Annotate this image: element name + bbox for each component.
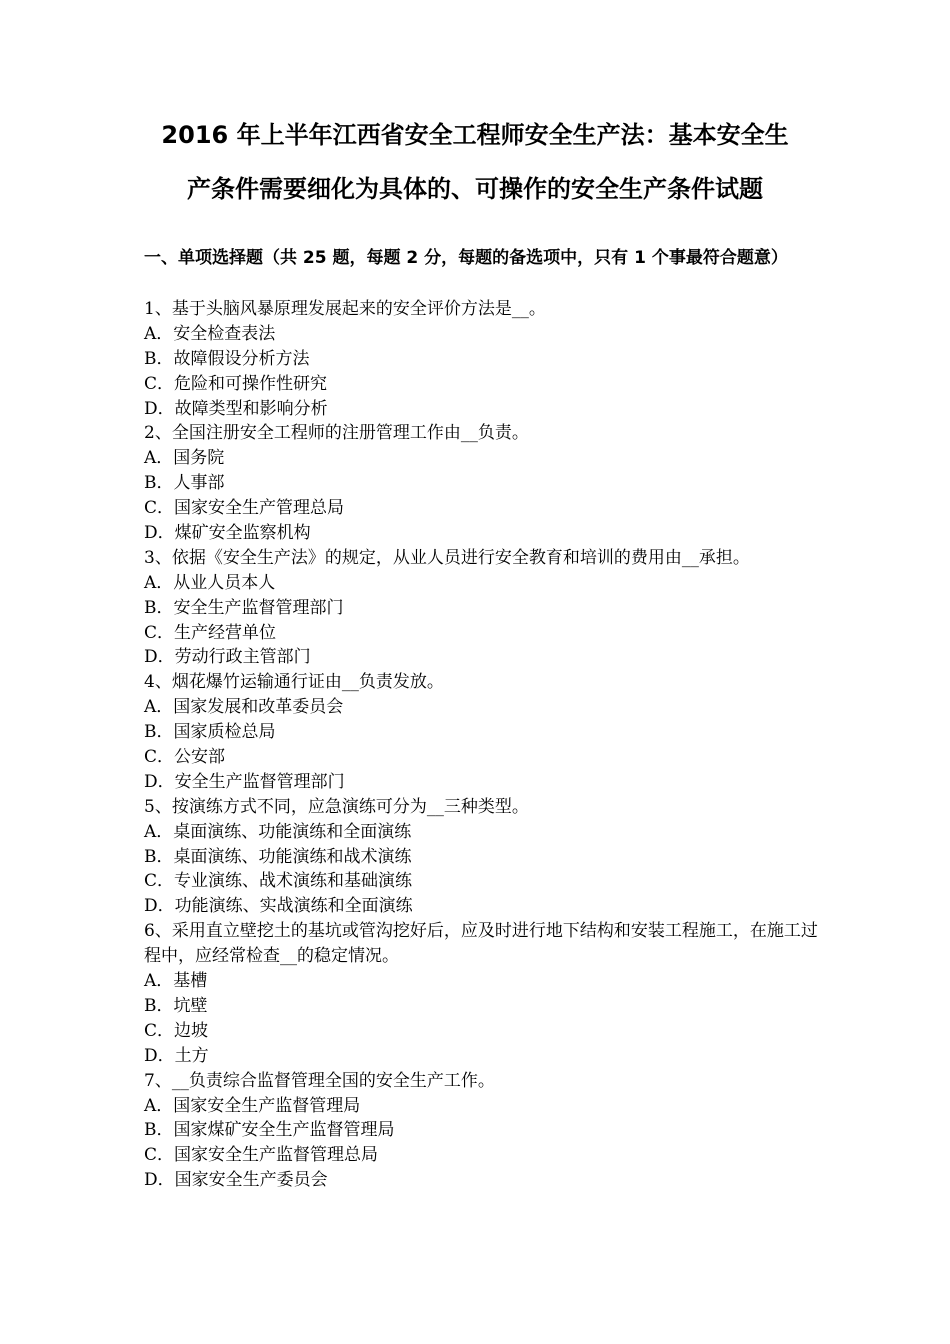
option-c: C．国家安全生产监督管理总局 [144, 1145, 379, 1166]
question-stem: 5、按演练方式不同，应急演练可分为__三种类型。 [144, 796, 529, 817]
question-6 [144, 919, 824, 1068]
question-stem: 2、全国注册安全工程师的注册管理工作由__负责。 [144, 423, 529, 444]
option-d: D．煤矿安全监察机构 [144, 523, 311, 544]
option-a: A．基槽 [144, 971, 208, 992]
option-a: A．从业人员本人 [144, 572, 276, 593]
document-title [120, 108, 830, 216]
title-line-1: 2016 年上半年江西省安全工程师安全生产法：基本安全生 [161, 121, 789, 149]
option-d: D．功能演练、实战演练和全面演练 [144, 896, 413, 917]
option-b: B．国家质检总局 [144, 722, 276, 743]
question-stem: 1、基于头脑风暴原理发展起来的安全评价方法是__。 [144, 299, 546, 319]
option-a: A．国务院 [144, 448, 225, 469]
option-d: D．安全生产监督管理部门 [144, 771, 345, 792]
option-c: C．边坡 [144, 1020, 209, 1041]
option-a: A．桌面演练、功能演练和全面演练 [144, 821, 412, 842]
option-a: A．国家安全生产监督管理局 [144, 1095, 361, 1116]
question-stem: 7、__负责综合监督管理全国的安全生产工作。 [144, 1070, 495, 1091]
question-4 [144, 670, 824, 794]
section-heading: 一、单项选择题（共 25 题，每题 2 分，每题的备选项中，只有 1 个事最符合题意） [144, 248, 788, 268]
option-b: B．桌面演练、功能演练和战术演练 [144, 846, 412, 867]
option-b: B．安全生产监督管理部门 [144, 597, 344, 618]
option-c: C．生产经营单位 [144, 622, 277, 643]
question-stem: 3、依据《安全生产法》的规定，从业人员进行安全教育和培训的费用由__承担。 [144, 547, 750, 568]
question-list [144, 297, 824, 1193]
option-c: C．公安部 [144, 747, 226, 768]
question-3 [144, 546, 824, 670]
option-c: C．危险和可操作性研究 [144, 373, 328, 394]
option-b: B．故障假设分析方法 [144, 348, 310, 369]
option-d: D．土方 [144, 1045, 209, 1066]
option-d: D．劳动行政主管部门 [144, 647, 311, 668]
option-d: D．故障类型和影响分析 [144, 398, 328, 419]
title-line-2: 产条件需要细化为具体的、可操作的安全生产条件试题 [187, 175, 763, 203]
option-b: B．坑壁 [144, 995, 208, 1016]
question-2 [144, 421, 824, 545]
option-d: D．国家安全生产委员会 [144, 1170, 328, 1191]
question-5 [144, 795, 824, 919]
option-c: C．国家安全生产管理总局 [144, 498, 345, 519]
option-a: A．国家发展和改革委员会 [144, 697, 344, 718]
question-1 [144, 297, 824, 421]
question-stem: 4、烟花爆竹运输通行证由__负责发放。 [144, 672, 444, 693]
option-b: B．国家煤矿安全生产监督管理局 [144, 1120, 395, 1141]
option-a: A．安全检查表法 [144, 323, 276, 344]
option-b: B．人事部 [144, 473, 225, 494]
question-7 [144, 1069, 824, 1193]
question-stem: 6、采用直立壁挖土的基坑或管沟挖好后，应及时进行地下结构和安装工程施工，在施工过程中，应经常检查__的稳定情况。 [144, 921, 818, 967]
option-c: C．专业演练、战术演练和基础演练 [144, 871, 413, 892]
